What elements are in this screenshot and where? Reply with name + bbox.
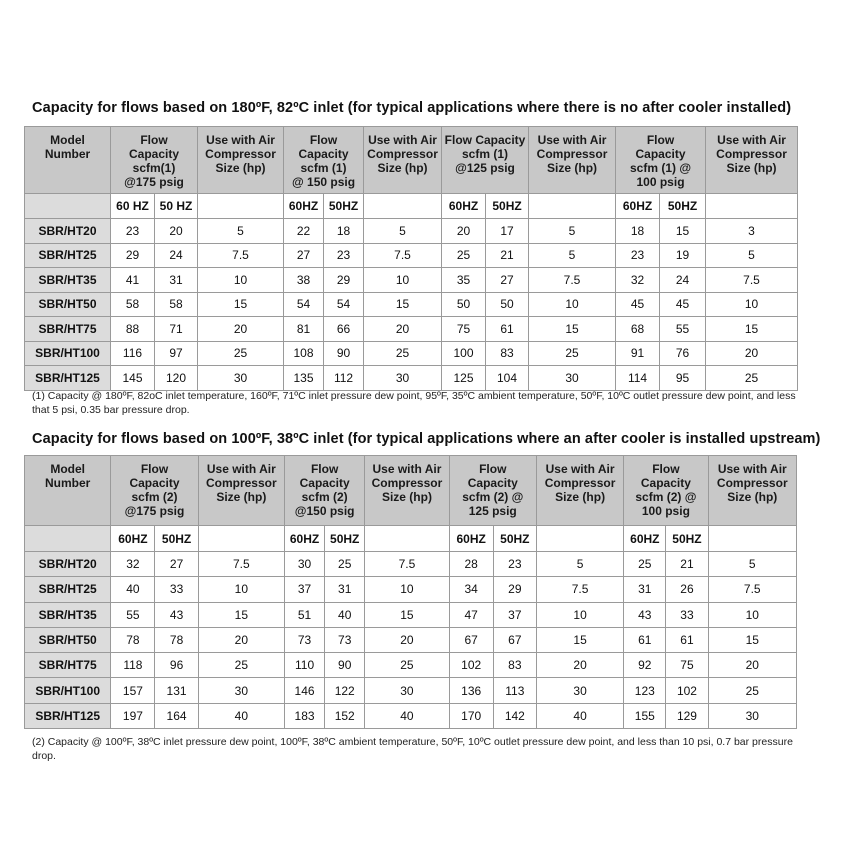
- header-model-number: Model Number: [25, 127, 111, 194]
- table-cell: 71: [155, 317, 198, 342]
- table-cell: 54: [324, 292, 364, 317]
- table-cell: 43: [155, 602, 198, 627]
- subheader-60hz: 60 HZ: [111, 194, 155, 219]
- table-cell: 47: [449, 602, 493, 627]
- table-cell: 78: [111, 627, 155, 652]
- table-cell: 31: [624, 577, 666, 602]
- table-cell: 90: [325, 653, 365, 678]
- table-cell: 10: [198, 577, 284, 602]
- table-cell: 116: [111, 341, 155, 366]
- subheader-blank: [25, 194, 111, 219]
- table-cell: 61: [666, 627, 708, 652]
- table-cell: 20: [365, 627, 449, 652]
- subheader-50hz: 50HZ: [155, 526, 198, 552]
- subheader-blank: [25, 526, 111, 552]
- table-cell: 15: [536, 627, 623, 652]
- subheader-blank: [529, 194, 616, 219]
- table-cell: 78: [155, 627, 198, 652]
- header-compressor-size: Use with Air Compressor Size (hp): [529, 127, 616, 194]
- subheader-50hz: 50HZ: [325, 526, 365, 552]
- table-cell: 67: [493, 627, 536, 652]
- table-cell: 155: [624, 703, 666, 728]
- table-cell: 83: [493, 653, 536, 678]
- table-cell: 183: [284, 703, 324, 728]
- model-number-cell: SBR/HT100: [25, 341, 111, 366]
- table-cell: 25: [529, 341, 616, 366]
- table-cell: 23: [111, 219, 155, 244]
- table-cell: 26: [666, 577, 708, 602]
- table-cell: 58: [155, 292, 198, 317]
- header-flow-capacity: Flow Capacity scfm (2) @150 psig: [284, 456, 364, 526]
- table-cell: 164: [155, 703, 198, 728]
- table-row: [25, 292, 798, 317]
- table-cell: 28: [449, 552, 493, 577]
- table-cell: 27: [284, 243, 324, 268]
- table-cell: 152: [325, 703, 365, 728]
- table-cell: 96: [155, 653, 198, 678]
- table-cell: 66: [324, 317, 364, 342]
- table-cell: 54: [284, 292, 324, 317]
- model-number-cell: SBR/HT35: [25, 268, 111, 293]
- table-cell: 50: [486, 292, 529, 317]
- header-compressor-size: Use with Air Compressor Size (hp): [365, 456, 449, 526]
- table-cell: 170: [449, 703, 493, 728]
- table-cell: 76: [660, 341, 706, 366]
- capacity-table-with-aftercooler: [24, 455, 797, 729]
- subheader-60hz: 60HZ: [616, 194, 660, 219]
- table-cell: 21: [666, 552, 708, 577]
- table-cell: 30: [198, 678, 284, 703]
- table-cell: 51: [284, 602, 324, 627]
- table-cell: 15: [708, 627, 796, 652]
- table-cell: 67: [449, 627, 493, 652]
- subheader-blank: [364, 194, 442, 219]
- table-cell: 20: [536, 653, 623, 678]
- table-cell: 20: [198, 627, 284, 652]
- table-cell: 15: [706, 317, 798, 342]
- table1-title: Capacity for flows based on 180ºF, 82ºC inlet (for typical applications where there is no after cooler installed): [32, 100, 792, 116]
- table-cell: 5: [529, 219, 616, 244]
- table-cell: 50: [442, 292, 486, 317]
- table-cell: 73: [325, 627, 365, 652]
- table-cell: 75: [442, 317, 486, 342]
- model-number-cell: SBR/HT20: [25, 219, 111, 244]
- table-cell: 7.5: [529, 268, 616, 293]
- capacity-table-no-aftercooler: [24, 126, 798, 391]
- table-cell: 30: [536, 678, 623, 703]
- table-cell: 112: [324, 366, 364, 391]
- table-cell: 10: [365, 577, 449, 602]
- table-cell: 20: [442, 219, 486, 244]
- header-compressor-size: Use with Air Compressor Size (hp): [536, 456, 623, 526]
- table-header-row: [25, 456, 797, 526]
- table1-footnote: (1) Capacity @ 180ºF, 82oC inlet temperature, 160ºF, 71ºC inlet pressure dew point, 95ºF, 35ºC ambient temperature, 50ºF, 10ºC outlet pressure dew point, and less that 5 psi, 0.35 bar pressure drop.: [32, 390, 796, 416]
- table-cell: 146: [284, 678, 324, 703]
- table-cell: 24: [155, 243, 198, 268]
- table-cell: 102: [449, 653, 493, 678]
- table-row: [25, 678, 797, 703]
- model-number-cell: SBR/HT75: [25, 653, 111, 678]
- table-cell: 10: [708, 602, 796, 627]
- table-cell: 15: [364, 292, 442, 317]
- header-flow-capacity: Flow Capacity scfm (1) @ 150 psig: [284, 127, 364, 194]
- subheader-blank: [365, 526, 449, 552]
- table-row: [25, 653, 797, 678]
- table-cell: 30: [708, 703, 796, 728]
- model-number-cell: SBR/HT35: [25, 602, 111, 627]
- table-cell: 58: [111, 292, 155, 317]
- frequency-subheader-row: [25, 194, 798, 219]
- header-flow-capacity: Flow Capacity scfm (2) @ 125 psig: [449, 456, 536, 526]
- table-cell: 73: [284, 627, 324, 652]
- table-cell: 5: [536, 552, 623, 577]
- table-cell: 25: [198, 653, 284, 678]
- table-row: [25, 627, 797, 652]
- table-cell: 24: [660, 268, 706, 293]
- table-cell: 30: [529, 366, 616, 391]
- table-cell: 55: [111, 602, 155, 627]
- header-compressor-size: Use with Air Compressor Size (hp): [706, 127, 798, 194]
- table-row: [25, 243, 798, 268]
- table-cell: 27: [486, 268, 529, 293]
- table-row: [25, 703, 797, 728]
- subheader-60hz: 60HZ: [284, 526, 324, 552]
- table-cell: 125: [442, 366, 486, 391]
- table-cell: 5: [708, 552, 796, 577]
- table-cell: 15: [198, 292, 284, 317]
- table-cell: 32: [616, 268, 660, 293]
- table-cell: 91: [616, 341, 660, 366]
- table-row: [25, 268, 798, 293]
- subheader-50hz: 50 HZ: [155, 194, 198, 219]
- header-flow-capacity: Flow Capacity scfm (2) @175 psig: [111, 456, 198, 526]
- table-cell: 40: [111, 577, 155, 602]
- table-row: [25, 341, 798, 366]
- table-cell: 25: [706, 366, 798, 391]
- subheader-60hz: 60HZ: [111, 526, 155, 552]
- table-cell: 104: [486, 366, 529, 391]
- subheader-60hz: 60HZ: [284, 194, 324, 219]
- table-cell: 21: [486, 243, 529, 268]
- table-cell: 131: [155, 678, 198, 703]
- table-cell: 40: [536, 703, 623, 728]
- model-number-cell: SBR/HT20: [25, 552, 111, 577]
- header-compressor-size: Use with Air Compressor Size (hp): [364, 127, 442, 194]
- table-cell: 10: [536, 602, 623, 627]
- model-number-cell: SBR/HT100: [25, 678, 111, 703]
- frequency-subheader-row: [25, 526, 797, 552]
- table-cell: 7.5: [198, 243, 284, 268]
- table-cell: 88: [111, 317, 155, 342]
- table-cell: 15: [365, 602, 449, 627]
- table-cell: 3: [706, 219, 798, 244]
- table-cell: 31: [325, 577, 365, 602]
- table-cell: 15: [198, 602, 284, 627]
- table-cell: 45: [660, 292, 706, 317]
- subheader-blank: [706, 194, 798, 219]
- table2-title: Capacity for flows based on 100ºF, 38ºC inlet (for typical applications where an after cooler is installed upstream): [32, 431, 821, 447]
- table-cell: 114: [616, 366, 660, 391]
- subheader-50hz: 50HZ: [493, 526, 536, 552]
- header-model-number: Model Number: [25, 456, 111, 526]
- table-cell: 97: [155, 341, 198, 366]
- table-cell: 25: [624, 552, 666, 577]
- table-cell: 25: [364, 341, 442, 366]
- table-cell: 10: [198, 268, 284, 293]
- table-cell: 7.5: [706, 268, 798, 293]
- table-cell: 20: [155, 219, 198, 244]
- table-cell: 135: [284, 366, 324, 391]
- table-cell: 10: [706, 292, 798, 317]
- table-cell: 30: [365, 678, 449, 703]
- table-row: [25, 366, 798, 391]
- table-row: [25, 552, 797, 577]
- model-number-cell: SBR/HT75: [25, 317, 111, 342]
- table-cell: 35: [442, 268, 486, 293]
- table-cell: 122: [325, 678, 365, 703]
- table-header-row: [25, 127, 798, 194]
- subheader-60hz: 60HZ: [442, 194, 486, 219]
- table-cell: 142: [493, 703, 536, 728]
- model-number-cell: SBR/HT50: [25, 292, 111, 317]
- table-cell: 30: [284, 552, 324, 577]
- model-number-cell: SBR/HT50: [25, 627, 111, 652]
- table-cell: 23: [324, 243, 364, 268]
- table-cell: 22: [284, 219, 324, 244]
- table-cell: 29: [111, 243, 155, 268]
- table-cell: 25: [708, 678, 796, 703]
- header-compressor-size: Use with Air Compressor Size (hp): [708, 456, 796, 526]
- table-cell: 20: [708, 653, 796, 678]
- header-flow-capacity: Flow Capacity scfm (2) @ 100 psig: [624, 456, 708, 526]
- table-cell: 29: [493, 577, 536, 602]
- table-cell: 113: [493, 678, 536, 703]
- subheader-50hz: 50HZ: [666, 526, 708, 552]
- subheader-blank: [536, 526, 623, 552]
- table-cell: 20: [364, 317, 442, 342]
- table-cell: 32: [111, 552, 155, 577]
- table-cell: 17: [486, 219, 529, 244]
- table-cell: 61: [486, 317, 529, 342]
- table-cell: 7.5: [198, 552, 284, 577]
- table-cell: 18: [616, 219, 660, 244]
- table-cell: 10: [529, 292, 616, 317]
- table-cell: 43: [624, 602, 666, 627]
- table-cell: 129: [666, 703, 708, 728]
- model-number-cell: SBR/HT25: [25, 577, 111, 602]
- table-cell: 83: [486, 341, 529, 366]
- header-flow-capacity: Flow Capacity scfm(1) @175 psig: [111, 127, 198, 194]
- table2-footnote: (2) Capacity @ 100ºF, 38ºC inlet pressure dew point, 100ºF, 38ºC ambient temperature, 50ºF, 10ºC outlet pressure dew point, and less than 10 psi, 0.7 bar pressure drop.: [32, 736, 793, 762]
- table-cell: 20: [198, 317, 284, 342]
- table-cell: 37: [284, 577, 324, 602]
- table-cell: 37: [493, 602, 536, 627]
- subheader-blank: [708, 526, 796, 552]
- subheader-50hz: 50HZ: [324, 194, 364, 219]
- table-cell: 25: [198, 341, 284, 366]
- subheader-50hz: 50HZ: [486, 194, 529, 219]
- table-cell: 100: [442, 341, 486, 366]
- table-cell: 90: [324, 341, 364, 366]
- table-cell: 110: [284, 653, 324, 678]
- table-cell: 136: [449, 678, 493, 703]
- table-cell: 19: [660, 243, 706, 268]
- table-cell: 95: [660, 366, 706, 391]
- subheader-50hz: 50HZ: [660, 194, 706, 219]
- header-compressor-size: Use with Air Compressor Size (hp): [198, 127, 284, 194]
- table-cell: 23: [493, 552, 536, 577]
- table-cell: 118: [111, 653, 155, 678]
- table-cell: 33: [666, 602, 708, 627]
- model-number-cell: SBR/HT25: [25, 243, 111, 268]
- table-cell: 102: [666, 678, 708, 703]
- table-cell: 27: [155, 552, 198, 577]
- table-cell: 68: [616, 317, 660, 342]
- model-number-cell: SBR/HT125: [25, 703, 111, 728]
- table-cell: 20: [706, 341, 798, 366]
- subheader-blank: [198, 194, 284, 219]
- table-cell: 55: [660, 317, 706, 342]
- table-cell: 61: [624, 627, 666, 652]
- subheader-60hz: 60HZ: [449, 526, 493, 552]
- table-cell: 40: [198, 703, 284, 728]
- table-cell: 81: [284, 317, 324, 342]
- table-cell: 25: [365, 653, 449, 678]
- table-cell: 38: [284, 268, 324, 293]
- table-cell: 5: [529, 243, 616, 268]
- table-cell: 30: [198, 366, 284, 391]
- header-compressor-size: Use with Air Compressor Size (hp): [198, 456, 284, 526]
- subheader-blank: [198, 526, 284, 552]
- table-cell: 40: [325, 602, 365, 627]
- table-cell: 197: [111, 703, 155, 728]
- table-cell: 31: [155, 268, 198, 293]
- table-cell: 45: [616, 292, 660, 317]
- table-cell: 7.5: [536, 577, 623, 602]
- table-cell: 157: [111, 678, 155, 703]
- table-cell: 7.5: [365, 552, 449, 577]
- table-cell: 5: [198, 219, 284, 244]
- table-row: [25, 317, 798, 342]
- table-cell: 40: [365, 703, 449, 728]
- table-cell: 123: [624, 678, 666, 703]
- subheader-60hz: 60HZ: [624, 526, 666, 552]
- header-flow-capacity: Flow Capacity scfm (1) @ 100 psig: [616, 127, 706, 194]
- table-cell: 75: [666, 653, 708, 678]
- table-cell: 18: [324, 219, 364, 244]
- table-cell: 92: [624, 653, 666, 678]
- table-row: [25, 602, 797, 627]
- table-cell: 5: [706, 243, 798, 268]
- table-cell: 120: [155, 366, 198, 391]
- table-cell: 23: [616, 243, 660, 268]
- table-cell: 30: [364, 366, 442, 391]
- table-cell: 41: [111, 268, 155, 293]
- table-cell: 108: [284, 341, 324, 366]
- table-cell: 15: [660, 219, 706, 244]
- model-number-cell: SBR/HT125: [25, 366, 111, 391]
- table-cell: 7.5: [364, 243, 442, 268]
- table-cell: 25: [442, 243, 486, 268]
- header-flow-capacity: Flow Capacity scfm (1) @125 psig: [442, 127, 529, 194]
- table-cell: 5: [364, 219, 442, 244]
- table-cell: 145: [111, 366, 155, 391]
- table-cell: 33: [155, 577, 198, 602]
- table-cell: 10: [364, 268, 442, 293]
- table-row: [25, 219, 798, 244]
- table-row: [25, 577, 797, 602]
- table-cell: 25: [325, 552, 365, 577]
- table-cell: 7.5: [708, 577, 796, 602]
- table-cell: 34: [449, 577, 493, 602]
- table-cell: 15: [529, 317, 616, 342]
- table-cell: 29: [324, 268, 364, 293]
